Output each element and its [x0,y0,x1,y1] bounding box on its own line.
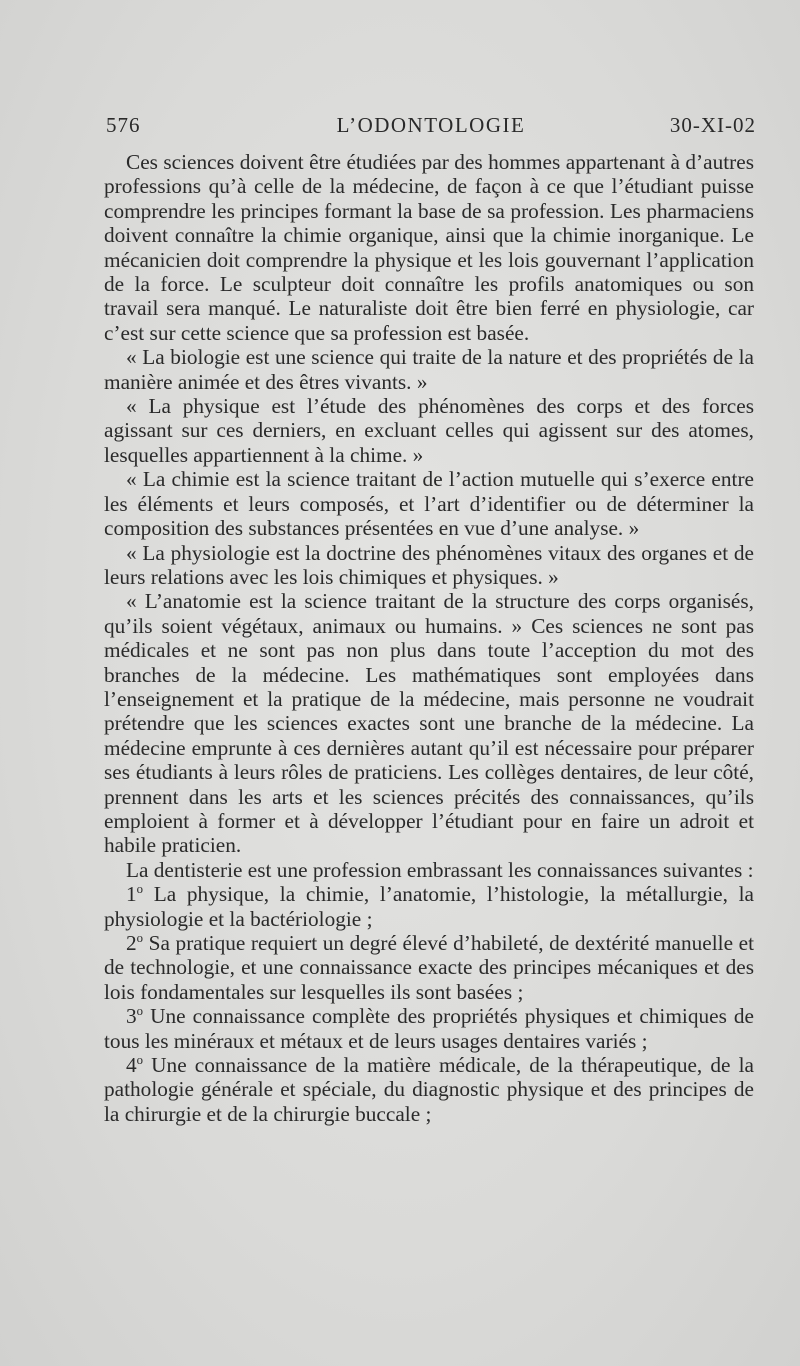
list-marker: 1 [126,882,137,907]
paragraph: « La biologie est une science qui traite de la nature et des propriétés de la manière animée et des êtres vivants. » [104,345,754,394]
journal-title: L’ODONTOLOGIE [336,113,526,137]
list-item-text: Sa pratique requiert un degré élevé d’habileté, de dextérité manuelle et de technologie, et une connaissance exacte des principes mécaniques et des lois fondamentales sur lesquelles ils sont basées ; [104,931,754,1004]
list-marker-ordinal: o [136,882,144,897]
paragraph: « L’anatomie est la science traitant de la structure des corps organisés, qu’ils soient végétaux, animaux ou humains. » Ces sciences ne sont pas médicales et ne sont pas non plus dans toute l’acception du mot des branches de la médecine. Les mathématiques sont employées dans l’enseignement et la pratique de la médecine, mais personne ne voudrait prétendre que les sciences exactes sont une branche de la médecine. La médecine emprunte à ces dernières autant qu’il est nécessaire pour préparer ses étudiants à leurs rôles de praticiens. Les collèges dentaires, de leur côté, prennent dans les arts et les sciences précités des connaissances, qu’ils emploient à former et à développer l’étudiant pour en faire un adroit et habile praticien. [104,589,754,858]
list-item [104,1053,754,1126]
paragraph: « La physiologie est la doctrine des phénomènes vitaux des organes et de leurs relations avec les lois chimiques et physiques. » [104,540,754,589]
list-marker: 2 [126,931,137,955]
list-item-text: Une connaissance complète des propriétés physiques et chimiques de tous les minéraux et métaux et de leurs usages dentaires variés ; [104,1004,754,1053]
paragraph: « La physique est l’étude des phénomènes des corps et des forces agissant sur ces derniers, en excluant celles qui agissent sur des atomes, lesquelles appartiennent à la chime. » [104,394,754,467]
paragraph: La dentisterie est une profession embrassant les connaissances suivantes : [126,857,754,882]
running-header [106,113,756,143]
page-number: 576 [106,113,141,137]
list-item-text: Une connaissance de la matière médicale, de la thérapeutique, de la pathologie générale et spéciale, du diagnostic physique et des principes de la chirurgie et de la chirurgie buccale ; [104,1053,754,1126]
issue-date: 30-XI-02 [669,113,756,137]
list-item-text: La physique, la chimie, l’anatomie, l’histologie, la métallurgie, la physiologie et la bactériologie ; [104,882,754,931]
list-marker: 4 [126,1053,137,1078]
paragraph: Ces sciences doivent être étudiées par des hommes appartenant à d’autres professions qu’à celle de la médecine, de façon à ce que l’étudiant puisse comprendre les principes formant la base de sa profession. Les pharmaciens doivent connaître la chimie organique, ainsi que la chimie inorganique. Le mécanicien doit comprendre la physique et les lois gouvernant l’application de la force. Le sculpteur doit connaître les profils anatomiques ou son travail sera manqué. Le naturaliste doit être bien ferré en physiologie, car c’est sur cette science que sa profession est basée. [104,150,754,345]
page-body [104,150,754,1126]
list-marker: 3 [126,1004,137,1029]
list-item [104,1004,754,1053]
paragraph: « La chimie est la science traitant de l’action mutuelle qui s’exerce entre les éléments et leurs composés, et l’art d’identifier ou de déterminer la composition des substances présentées en vue d’une analyse. » [104,467,754,541]
list-marker-ordinal: o [136,1052,144,1067]
list-marker-ordinal: o [136,1004,144,1019]
list-item [104,931,754,1004]
list-item [104,882,754,931]
list-marker-ordinal: o [136,930,144,945]
